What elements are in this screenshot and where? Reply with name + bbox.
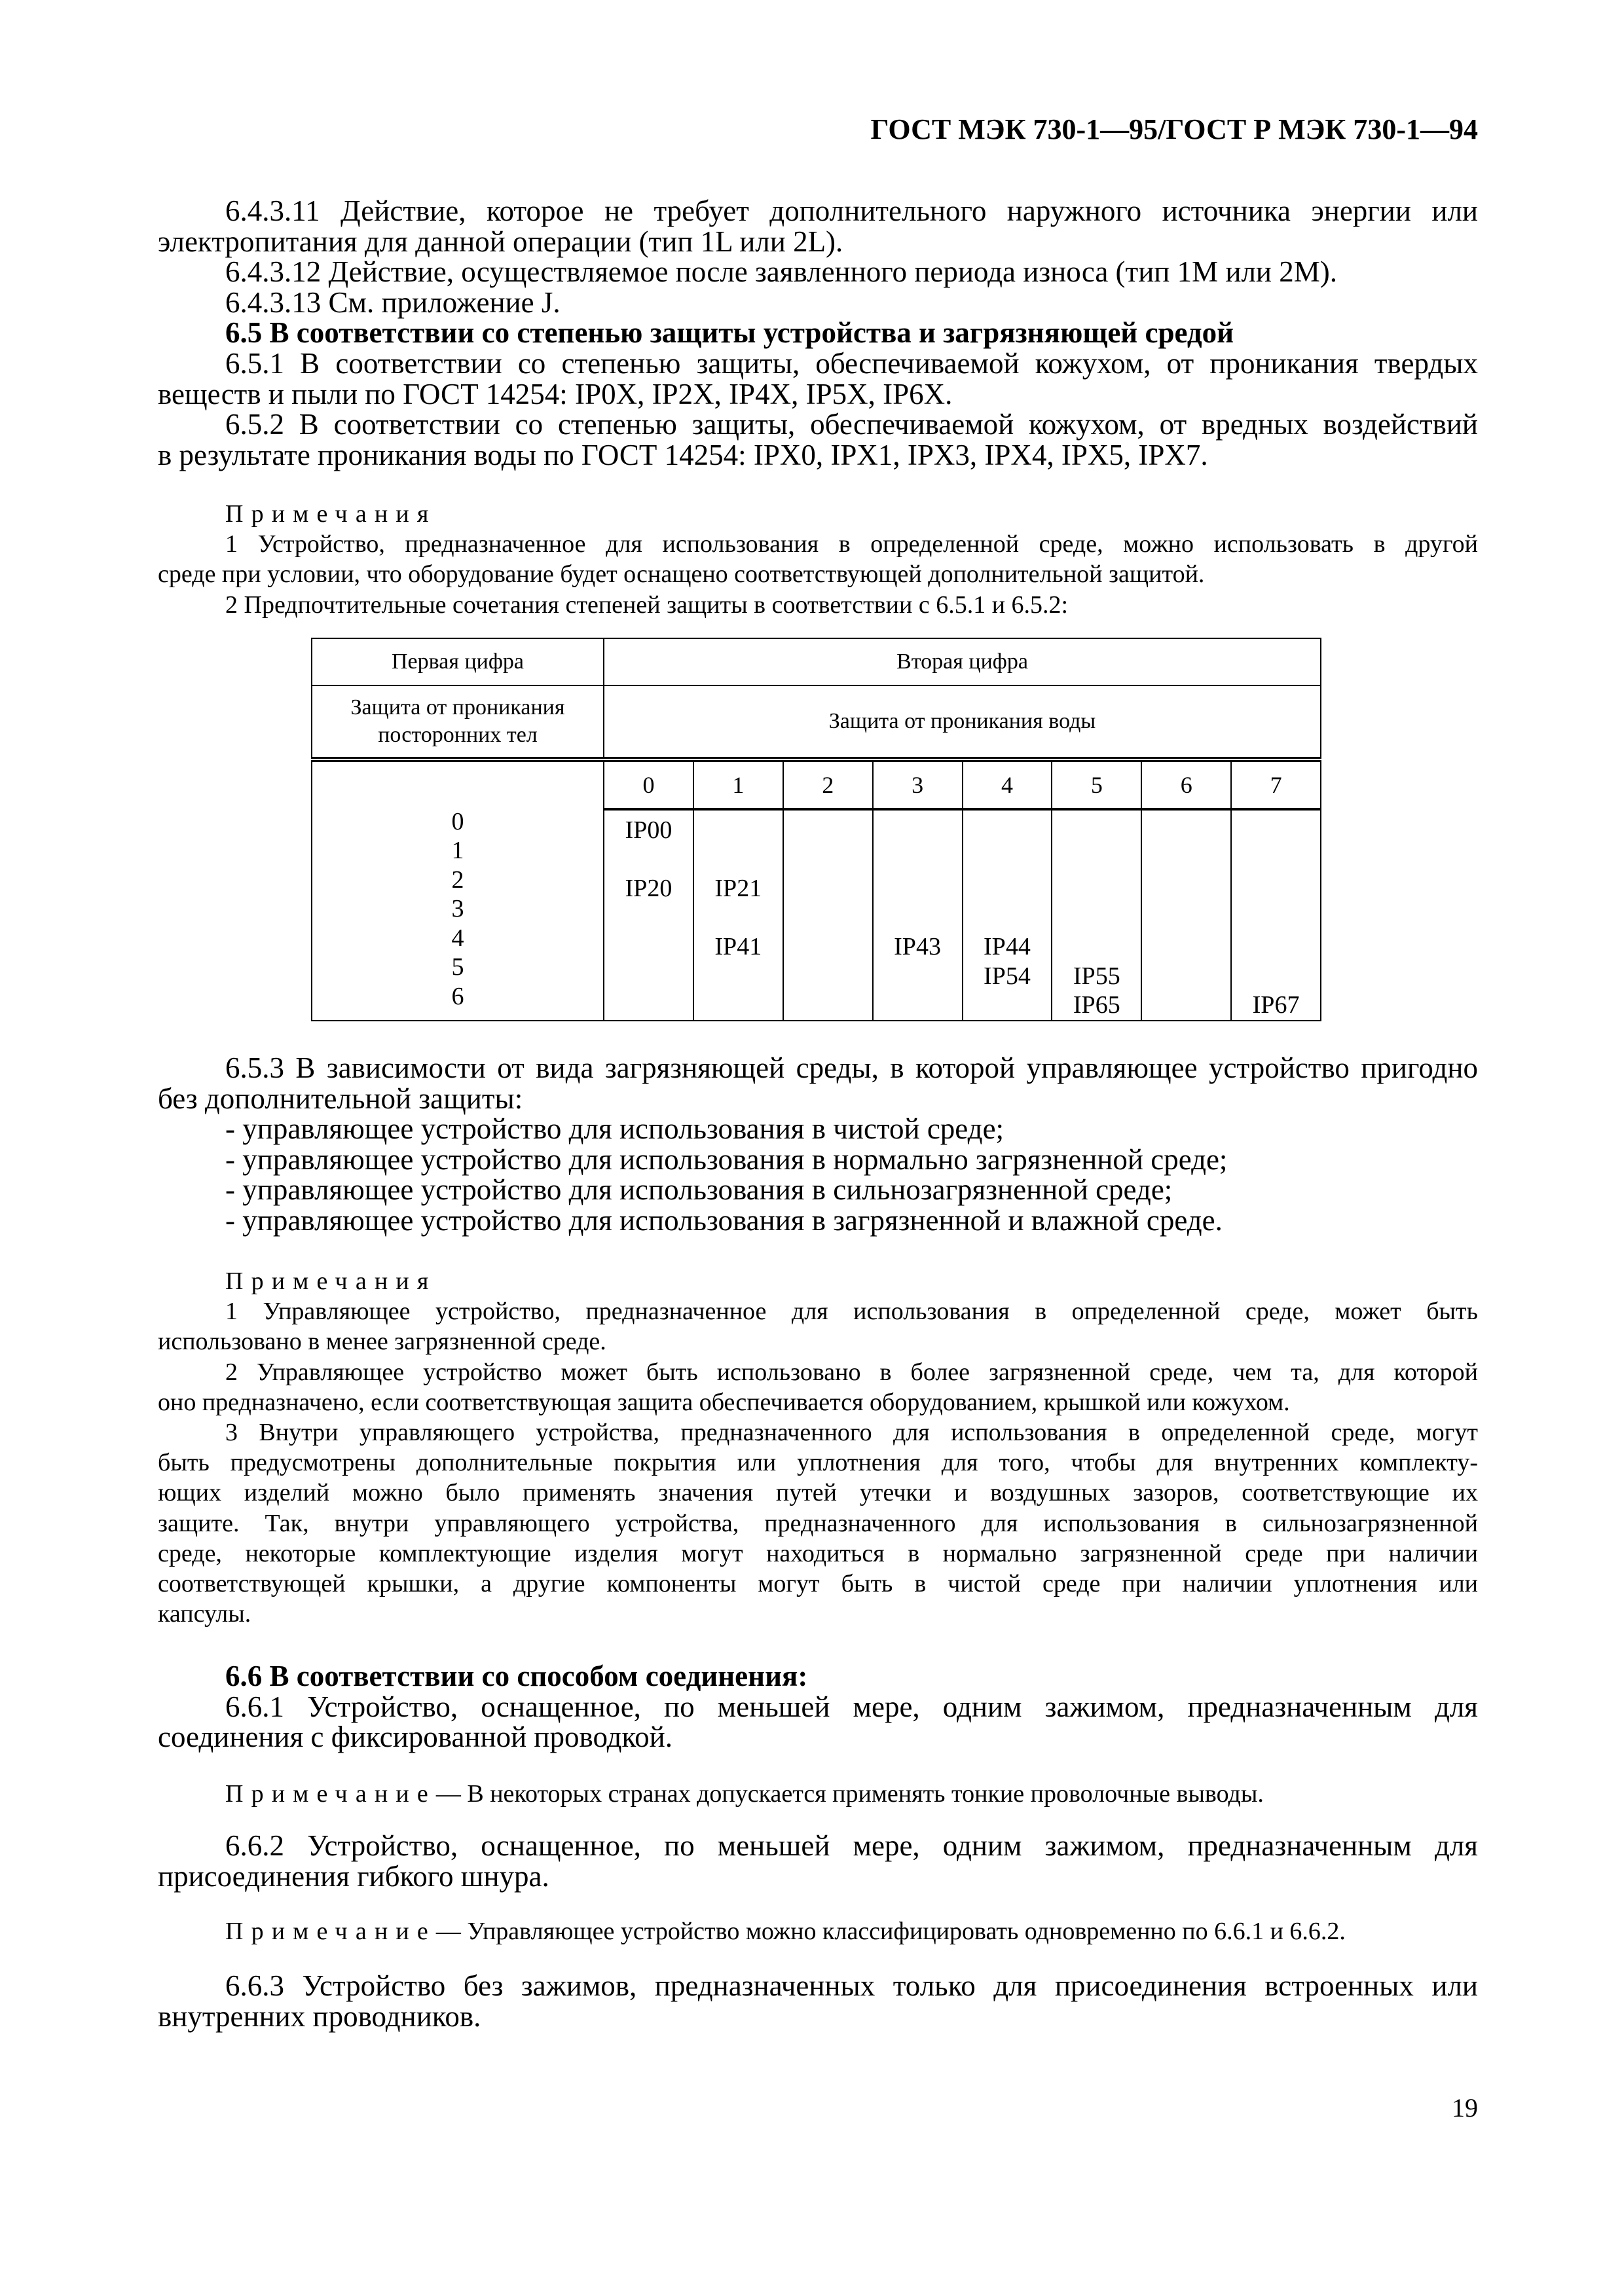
ip-code [963, 845, 1052, 875]
ip-code [874, 845, 962, 875]
ip-code [1142, 903, 1230, 933]
note-6-6-1 [158, 1779, 1478, 1809]
ip-code [1232, 845, 1320, 875]
note-text: — Управляющее устройство можно классифицировать одновременно по 6.6.1 и 6.6.2. [435, 1918, 1346, 1945]
ip-code [874, 962, 962, 991]
text-line: защите. Так, внутри управляющего устройства, предназначенного для использования в сильнозагрязненной [158, 1509, 1478, 1537]
ip-code [1232, 932, 1320, 962]
table-header-row [312, 638, 1321, 685]
paragraph [158, 348, 1478, 409]
ip-code [963, 903, 1052, 933]
paragraph [158, 318, 1478, 348]
ip-code [604, 962, 693, 991]
ip-code [694, 845, 783, 875]
text-line: соответствующей крышки, а другие компоненты могут быть в чистой среде при наличии уплотнения или [158, 1570, 1478, 1598]
code-column [783, 809, 873, 1021]
ip-code: IP54 [984, 962, 1031, 990]
text-line: в результате проникания воды по ГОСТ 14254: IPX0, IPX1, IPX3, IPX4, IPX5, IPX7. [158, 438, 1208, 471]
text-line: - управляющее устройство для использования в загрязненной и влажной среде. [225, 1203, 1223, 1237]
first-digit: 2 [451, 866, 464, 894]
note-label: Примечание [225, 1780, 436, 1808]
ip-code [784, 903, 872, 933]
ip-code [784, 816, 872, 845]
notes-6-5-2 [158, 499, 1478, 620]
document-header: ГОСТ МЭК 730-1—95/ГОСТ Р МЭК 730-1—94 [870, 113, 1478, 145]
ip-code: IP44 [984, 933, 1031, 960]
text-line: веществ и пыли по ГОСТ 14254: IP0X, IP2X, IP4X, IP5X, IP6X. [158, 377, 953, 410]
text-line: 1 Управляющее устройство, предназначенное для использования в определенной среде, может быть [225, 1298, 1478, 1326]
notes-body [158, 529, 1478, 620]
ip-code: IP43 [894, 933, 941, 960]
paragraph [158, 1971, 1478, 2032]
ip-code [784, 932, 872, 962]
ip-code [604, 903, 693, 933]
first-digit-column [312, 759, 604, 1021]
paragraph [158, 287, 1478, 318]
ip-code [1142, 874, 1230, 903]
text-line: - управляющее устройство для использования в сильнозагрязненной среде; [225, 1173, 1173, 1207]
paragraph [158, 1417, 1478, 1629]
text-line: капсулы. [158, 1600, 251, 1628]
text-line: 2 Управляющее устройство может быть использовано в более загрязненной среде, чем та, для которой [225, 1358, 1478, 1386]
notes-6-5-3 [158, 1266, 1478, 1629]
ip-code [694, 991, 783, 1020]
notes-label: Примечания [225, 500, 437, 528]
paragraph [158, 1205, 1478, 1236]
ip-code [784, 991, 872, 1020]
text-line: внутренних проводников. [158, 1999, 481, 2033]
paragraph [158, 590, 1478, 620]
second-digit-row [312, 759, 1321, 809]
text-line: 1 Устройство, предназначенное для использования в определенной среде, можно использовать в другой [225, 530, 1478, 558]
ip-code [694, 903, 783, 933]
ip-code [874, 816, 962, 845]
code-column [693, 809, 783, 1021]
ip-code [963, 874, 1052, 903]
table-subheader-row [312, 685, 1321, 759]
paragraph [158, 1692, 1478, 1753]
ip-code [963, 816, 1052, 845]
first-digit: 6 [451, 982, 464, 1010]
ip-code [784, 845, 872, 875]
text-line: оно предназначено, если соответствующая защита обеспечивается оборудованием, крышкой или кожухом. [158, 1388, 1290, 1416]
ip-code [694, 816, 783, 845]
paragraph [158, 196, 1478, 257]
notes-body [158, 1296, 1478, 1629]
first-digit: 4 [451, 924, 464, 952]
paragraph [158, 1831, 1478, 1891]
second-digit: 7 [1231, 759, 1321, 809]
text-line: 2 Предпочтительные сочетания степеней защиты в соответствии с 6.5.1 и 6.5.2: [225, 591, 1069, 619]
text-line: 6.5.3 В зависимости от вида загрязняющей среды, в которой управляющее устройство пригодно [225, 1051, 1478, 1084]
ip-code [1232, 816, 1320, 845]
ip-code [1232, 874, 1320, 903]
ip-code: IP21 [714, 875, 762, 902]
code-column [604, 809, 693, 1021]
text-line: 6.6.3 Устройство без зажимов, предназначенных только для присоединения встроенных или [225, 1969, 1478, 2002]
code-column [1052, 809, 1141, 1021]
code-column [873, 809, 963, 1021]
page-number: 19 [1452, 2093, 1478, 2123]
section-6-6-2 [158, 1831, 1478, 1891]
note-6-6-2 [158, 1916, 1478, 1946]
paragraph [158, 1144, 1478, 1175]
ip-code [1052, 845, 1141, 875]
text-line: среде, некоторые комплектующие изделия могут находиться в нормально загрязненной среде при наличии [158, 1539, 1478, 1567]
second-digit: 5 [1052, 759, 1141, 809]
paragraph [158, 1661, 1478, 1692]
ip-code [1142, 816, 1230, 845]
second-digit: 4 [963, 759, 1052, 809]
paragraph [158, 529, 1478, 589]
ip-code [1052, 874, 1141, 903]
ip-code [604, 845, 693, 875]
text-line: 6.5.2 В соответствии со степенью защиты, обеспечиваемой кожухом, от вредных воздействий [225, 408, 1478, 441]
text-line: без дополнительной защиты: [158, 1082, 523, 1115]
ip-code [874, 903, 962, 933]
section-6-6-3 [158, 1971, 1478, 2032]
text-line: 6.6.1 Устройство, оснащенное, по меньшей мере, одним зажимом, предназначенным для [225, 1690, 1478, 1723]
ip-code: IP00 [625, 816, 673, 844]
second-digit: 3 [873, 759, 963, 809]
ip-code: IP65 [1073, 991, 1120, 1019]
first-digit: 0 [451, 807, 464, 835]
ip-code [1052, 816, 1141, 845]
note-text: — В некоторых странах допускается применять тонкие проволочные выводы. [435, 1780, 1264, 1808]
ip-code [1232, 903, 1320, 933]
text-line: 6.4.3.11 Действие, которое не требует дополнительного наружного источника энергии или [225, 194, 1478, 227]
ip-code [1052, 903, 1141, 933]
notes-label: Примечания [225, 1267, 437, 1295]
header-first-digit: Первая цифра [312, 638, 604, 685]
ip-code [1052, 932, 1141, 962]
ip-code [874, 874, 962, 903]
first-digit: 1 [451, 837, 464, 864]
code-column [1231, 809, 1321, 1021]
ip-code [1232, 962, 1320, 991]
ip-code [1142, 962, 1230, 991]
text-line: 6.5.1 В соответствии со степенью защиты, обеспечиваемой кожухом, от проникания твердых [225, 346, 1478, 380]
ip-code: IP55 [1073, 962, 1120, 990]
ip-code [1142, 845, 1230, 875]
paragraph [158, 1053, 1478, 1114]
text-line: 6.4.3.12 Действие, осуществляемое после заявленного периода износа (тип 1M или 2M). [225, 255, 1338, 289]
second-digit: 1 [693, 759, 783, 809]
ip-code: IP67 [1252, 991, 1300, 1019]
ip-code [963, 991, 1052, 1020]
ip-code: IP41 [714, 933, 762, 960]
second-digit: 6 [1141, 759, 1231, 809]
header-second-digit: Вторая цифра [604, 638, 1321, 685]
text-line: соединения с фиксированной проводкой. [158, 1721, 673, 1754]
text-line: 6.6.2 Устройство, оснащенное, по меньшей мере, одним зажимом, предназначенным для [225, 1829, 1478, 1862]
ip-protection-table [311, 638, 1321, 1021]
text-line: - управляющее устройство для использования в чистой среде; [225, 1112, 1005, 1146]
ip-code [1142, 991, 1230, 1020]
first-digit: 5 [451, 953, 464, 981]
paragraph [158, 257, 1478, 287]
paragraph [158, 1175, 1478, 1205]
section-6-6-1 [158, 1661, 1478, 1753]
text-line: использовано в менее загрязненной среде. [158, 1328, 606, 1356]
paragraph [158, 1296, 1478, 1357]
paragraph [158, 409, 1478, 470]
ip-code [784, 962, 872, 991]
text-line: 6.4.3.13 См. приложение J. [225, 285, 561, 319]
text-line: 6.5 В соответствии со степенью защиты устройства и загрязняющей средой [225, 316, 1234, 350]
code-column [963, 809, 1052, 1021]
ip-code [604, 932, 693, 962]
paragraph [158, 1357, 1478, 1417]
note-label: Примечание [225, 1918, 436, 1945]
code-column [1141, 809, 1231, 1021]
subheader-water: Защита от проникания воды [604, 685, 1321, 759]
subheader-foreign-bodies: Защита от проникания посторонних тел [312, 685, 604, 759]
ip-code [1142, 932, 1230, 962]
first-digit: 3 [451, 895, 464, 922]
section-6-5-3 [158, 1053, 1478, 1236]
second-digit: 2 [783, 759, 873, 809]
text-line: ющих изделий можно было применять значения путей утечки и воздушных зазоров, соответствующие их [158, 1479, 1478, 1507]
text-line: быть предусмотрены дополнительные покрытия или уплотнения для того, чтобы для внутренних комплекту- [158, 1449, 1478, 1477]
text-line: электропитания для данной операции (тип 1L или 2L). [158, 225, 843, 258]
ip-code [874, 991, 962, 1020]
ip-code [694, 962, 783, 991]
text-line: - управляющее устройство для использования в нормально загрязненной среде; [225, 1142, 1228, 1176]
paragraph [158, 1114, 1478, 1144]
ip-code [604, 991, 693, 1020]
text-line: 6.6 В соответствии со способом соединения: [225, 1660, 808, 1692]
text-line: 3 Внутри управляющего устройства, предназначенного для использования в определенной среде, могут [225, 1419, 1478, 1447]
text-line: присоединения гибкого шнура. [158, 1859, 549, 1893]
text-line: среде при условии, что оборудование будет оснащено соответствующей дополнительной защитой. [158, 560, 1205, 589]
ip-code [784, 874, 872, 903]
section-6-4-3-to-6-5-2 [158, 196, 1478, 470]
ip-code: IP20 [625, 875, 673, 902]
second-digit: 0 [604, 759, 693, 809]
